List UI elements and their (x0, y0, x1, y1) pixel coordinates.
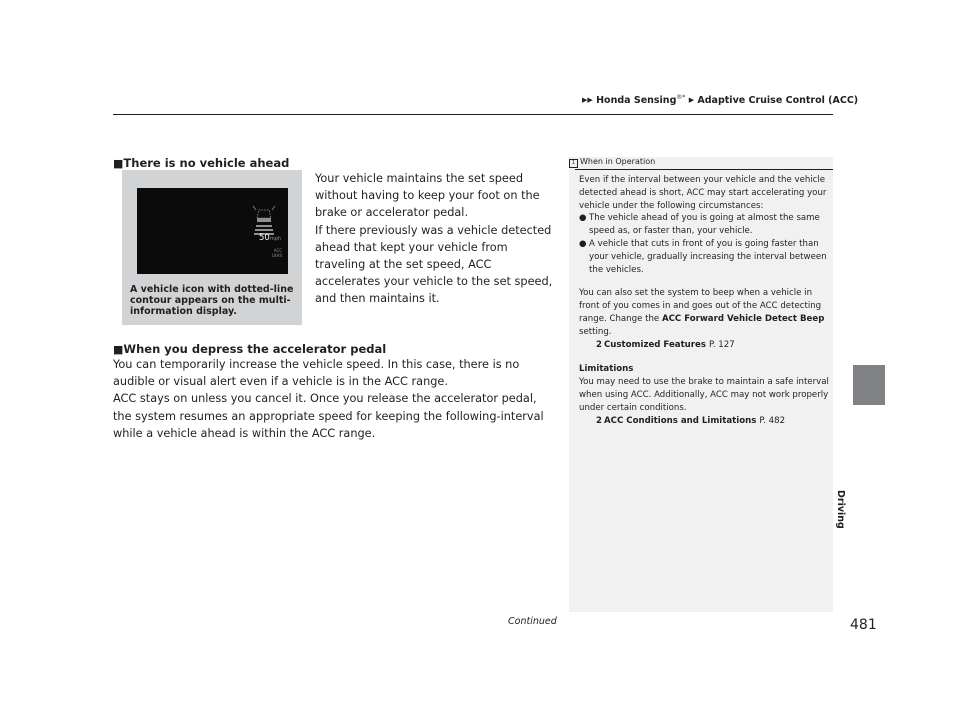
section1-paragraph: Your vehicle maintains the set speed without having to keep your foot on the brake or accelerator pedal. (315, 172, 540, 220)
speed-unit: mph (269, 236, 282, 242)
vehicle-ahead-icon (137, 188, 288, 274)
note-body (579, 174, 829, 427)
limitations-text: You may need to use the brake to maintain a safe interval when using ACC. Additionally, ACC may not work properly under certain conditions. (579, 377, 829, 413)
section2-text (113, 356, 558, 442)
lkas-label: LKAS (272, 253, 283, 258)
breadcrumb-arrow-icon: ▶ (688, 96, 695, 105)
reference-page[interactable]: P. 482 (759, 415, 786, 426)
chapter-tab[interactable] (853, 365, 885, 405)
note-intro: Even if the interval between your vehicle and the vehicle detected ahead is short, ACC may start accelerating your vehicle under the following circumstances: (579, 175, 827, 211)
section2-paragraph: You can temporarily increase the vehicle speed. In this case, there is no audible or visual alert even if a vehicle is in the ACC range. (113, 358, 520, 389)
acc-label: ACC (273, 248, 283, 253)
page-number: 481 (850, 617, 877, 633)
bullet-dot-icon: ● (579, 213, 587, 224)
note-title-text: When in Operation (580, 157, 656, 166)
chapter-tab-label: Driving (835, 490, 846, 529)
heading-square-icon: ■ (113, 157, 124, 170)
continued-label: Continued (508, 616, 557, 627)
breadcrumb-arrow-icon: ▶▶ (582, 96, 593, 105)
cross-reference-limitations[interactable] (579, 415, 829, 428)
set-speed-readout (259, 233, 281, 243)
beep-suffix: setting. (579, 326, 612, 337)
note-bullet-text: The vehicle ahead of you is going at almost the same speed as, or faster than, your vehicle. (589, 213, 820, 237)
note-title (569, 157, 655, 168)
section2-paragraph: ACC stays on unless you cancel it. Once you release the accelerator pedal, the system resumes an appropriate speed for keeping the following-interval while a vehicle ahead is within the ACC range. (113, 392, 544, 440)
note-bullet-text: A vehicle that cuts in front of you is going faster than your vehicle, gradually increasing the interval between the vehicles. (589, 238, 827, 275)
illustration-caption: A vehicle icon with dotted-line contour appears on the multi-information display. (130, 284, 294, 317)
reference-label[interactable]: ACC Conditions and Limitations (604, 415, 757, 426)
reference-page[interactable]: P. 127 (708, 339, 735, 350)
note-number-icon: 1 (569, 159, 578, 168)
beep-text: You can also set the system to beep when a vehicle in front of you comes in and goes out of the ACC detecting range. Change the (579, 288, 822, 324)
note-beep-paragraph (579, 287, 829, 338)
section-heading-accelerator (113, 342, 386, 356)
breadcrumb (582, 94, 858, 106)
note-bullet (579, 212, 829, 238)
indicator-labels (272, 248, 282, 258)
note-bullet (579, 238, 829, 276)
speed-value: 50 (259, 233, 270, 243)
section-heading-text: There is no vehicle ahead (123, 156, 290, 170)
multi-information-display (137, 188, 288, 274)
note-divider (575, 169, 833, 170)
registered-mark: ®* (676, 94, 686, 101)
reference-arrow-icon: 2 (596, 339, 602, 350)
beep-setting-name: ACC Forward Vehicle Detect Beep (661, 313, 825, 324)
reference-arrow-icon: 2 (596, 415, 602, 426)
heading-square-icon: ■ (113, 343, 124, 356)
cross-reference-customized[interactable] (579, 339, 829, 352)
section-heading-no-vehicle (113, 156, 289, 170)
section-heading-text: When you depress the accelerator pedal (123, 342, 387, 356)
reference-label[interactable]: Customized Features (604, 339, 706, 350)
section1-text (315, 170, 560, 308)
section1-paragraph: If there previously was a vehicle detected ahead that kept your vehicle from traveling at the set speed, ACC accelerates your vehicle to the set speed, and then maintains it. (315, 223, 553, 306)
header-divider (113, 114, 833, 115)
limitations-heading: Limitations (579, 364, 634, 375)
breadcrumb-topic[interactable]: Adaptive Cruise Control (ACC) (697, 95, 859, 107)
bullet-dot-icon: ● (579, 238, 587, 249)
breadcrumb-section[interactable]: Honda Sensing (596, 95, 677, 107)
